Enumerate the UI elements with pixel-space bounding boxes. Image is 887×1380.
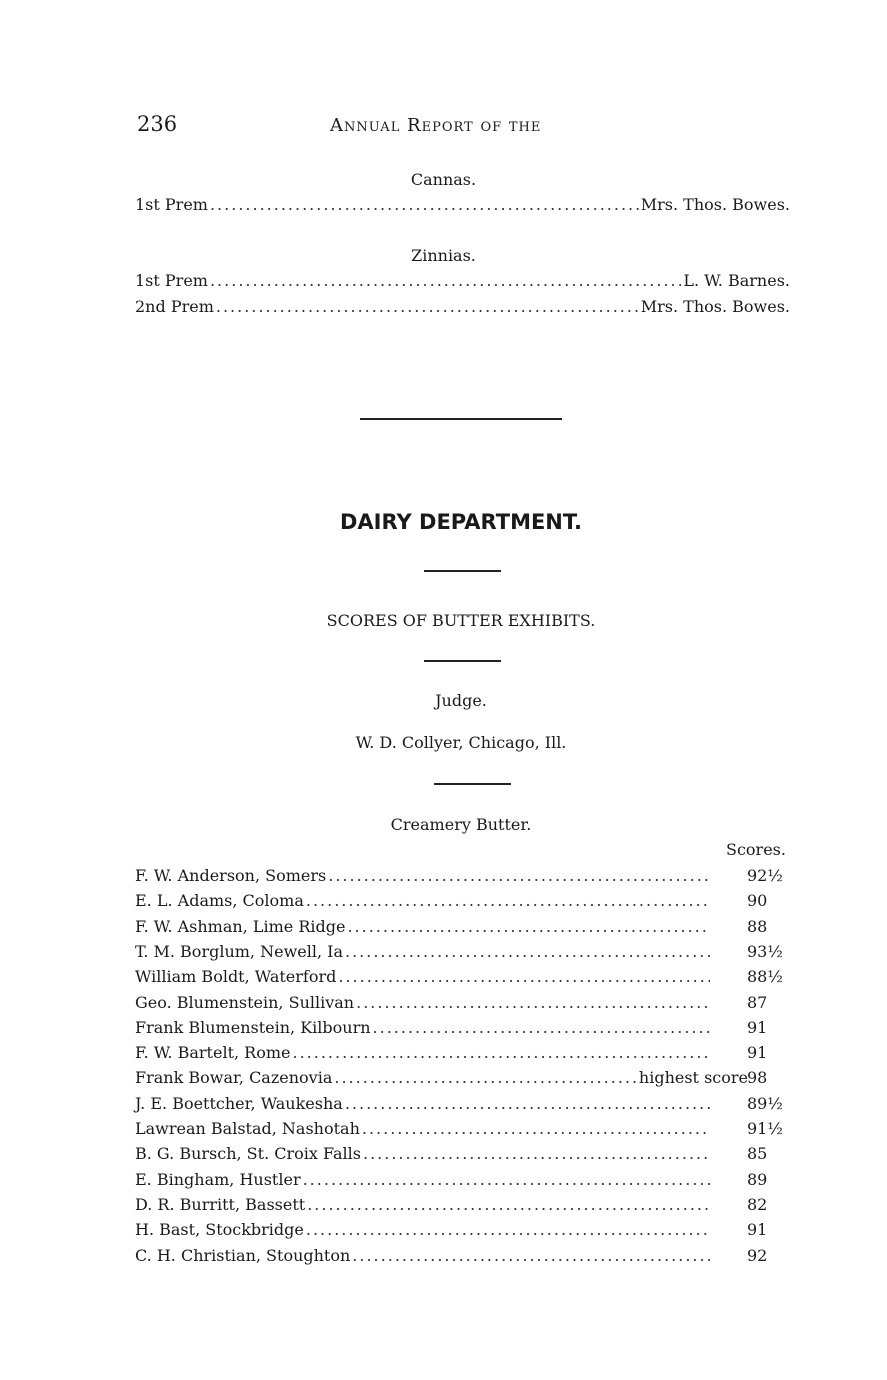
table-row xyxy=(135,1013,768,1037)
exhibitor-name: E. L. Adams, Coloma xyxy=(135,891,304,911)
leader-dots xyxy=(210,271,681,290)
score-value: 90 xyxy=(747,891,768,911)
leader-dots xyxy=(328,866,710,885)
exhibitor-name: F. W. Anderson, Somers xyxy=(135,866,327,885)
leader-dots xyxy=(362,1119,710,1138)
score-value: 98 xyxy=(747,1068,768,1088)
premium-label: 2nd Prem xyxy=(135,297,214,316)
zinnias-heading: Zinnias. xyxy=(411,246,476,265)
leader-dots xyxy=(216,297,639,316)
score-value: 87 xyxy=(747,992,768,1012)
cannas-row xyxy=(135,190,790,214)
leader-dots xyxy=(345,942,710,961)
premium-label: 1st Prem xyxy=(135,271,208,290)
exhibitor-name: C. H. Christian, Stoughton xyxy=(135,1245,351,1265)
exhibitor-name: B. G. Bursch, St. Croix Falls xyxy=(135,1144,361,1164)
section-divider xyxy=(360,418,562,420)
exhibitor-name: Frank Blumenstein, Kilbourn xyxy=(135,1017,371,1037)
table-row xyxy=(135,1139,768,1163)
creamery-butter-heading: Creamery Butter. xyxy=(390,815,532,834)
short-divider xyxy=(424,570,501,572)
table-row xyxy=(135,962,783,987)
score-value: 88½ xyxy=(747,967,783,987)
score-value: 89½ xyxy=(747,1093,783,1113)
premium-winner: Mrs. Thos. Bowes. xyxy=(640,195,790,214)
zinnias-row xyxy=(135,266,790,290)
judge-name: W. D. Collyer, Chicago, Ill. xyxy=(355,733,567,752)
table-row xyxy=(135,1063,768,1087)
score-value: 91 xyxy=(747,1017,768,1037)
leader-dots xyxy=(338,967,710,986)
score-value: 85 xyxy=(747,1144,768,1164)
table-row xyxy=(135,1038,768,1062)
score-value: 91 xyxy=(747,1220,768,1240)
exhibitor-name: H. Bast, Stockbridge xyxy=(135,1220,304,1240)
table-row xyxy=(135,1089,783,1113)
premium-winner: L. W. Barnes. xyxy=(683,271,790,290)
score-value: 92½ xyxy=(747,866,783,885)
table-row xyxy=(135,1165,768,1189)
score-value: 91½ xyxy=(747,1119,783,1138)
table-row xyxy=(135,1114,783,1138)
score-value: 93½ xyxy=(747,941,783,961)
leader-dots xyxy=(334,1068,637,1087)
exhibitor-name: J. E. Boettcher, Waukesha xyxy=(135,1093,343,1113)
score-value: 89 xyxy=(747,1169,768,1189)
exhibitor-name: Lawrean Balstad, Nashotah xyxy=(135,1119,360,1138)
table-row xyxy=(135,1241,768,1265)
table-row xyxy=(135,861,783,885)
table-row xyxy=(135,1215,768,1239)
zinnias-row xyxy=(135,292,790,316)
department-title: DAIRY DEPARTMENT. xyxy=(339,510,582,534)
score-value: 92 xyxy=(747,1245,768,1265)
short-divider xyxy=(424,660,501,662)
score-value: 91 xyxy=(747,1043,768,1063)
table-row xyxy=(135,886,768,910)
short-divider xyxy=(434,783,511,785)
exhibitor-name: Frank Bowar, Cazenovia xyxy=(135,1068,333,1088)
table-row xyxy=(135,937,783,961)
table-row xyxy=(135,1190,768,1214)
leader-dots xyxy=(307,1195,710,1214)
table-row xyxy=(135,988,768,1012)
exhibitor-name: E. Bingham, Hustler xyxy=(135,1169,301,1189)
exhibitor-name: F. W. Bartelt, Rome xyxy=(135,1043,291,1063)
premium-label: 1st Prem xyxy=(135,195,208,214)
leader-dots xyxy=(306,891,710,910)
leader-dots xyxy=(363,1144,710,1163)
score-value: 82 xyxy=(747,1194,768,1214)
score-value: 88 xyxy=(747,916,768,936)
score-note: highest score xyxy=(638,1068,748,1088)
exhibitor-name: T. M. Borglum, Newell, Ia xyxy=(135,941,343,961)
leader-dots xyxy=(345,1094,710,1113)
leader-dots xyxy=(210,195,639,214)
page-number: 236 xyxy=(137,112,178,136)
butter-exhibits-title: SCORES OF BUTTER EXHIBITS. xyxy=(326,611,596,630)
exhibitor-name: F. W. Ashman, Lime Ridge xyxy=(135,916,346,936)
leader-dots xyxy=(373,1018,710,1037)
exhibitor-name: D. R. Burritt, Bassett xyxy=(135,1194,306,1214)
leader-dots xyxy=(292,1043,710,1062)
scores-column-heading: Scores. xyxy=(726,840,786,859)
leader-dots xyxy=(347,917,710,936)
leader-dots xyxy=(352,1246,710,1265)
running-head: Annual Report of the xyxy=(330,115,542,136)
leader-dots xyxy=(356,993,710,1012)
table-row xyxy=(135,912,768,936)
leader-dots xyxy=(303,1170,710,1189)
premium-winner: Mrs. Thos. Bowes. xyxy=(640,297,790,316)
cannas-heading: Cannas. xyxy=(410,170,477,189)
exhibitor-name: Geo. Blumenstein, Sullivan xyxy=(135,992,355,1012)
exhibitor-name: William Boldt, Waterford xyxy=(135,967,337,987)
judge-heading: Judge. xyxy=(435,691,487,710)
leader-dots xyxy=(306,1220,710,1239)
